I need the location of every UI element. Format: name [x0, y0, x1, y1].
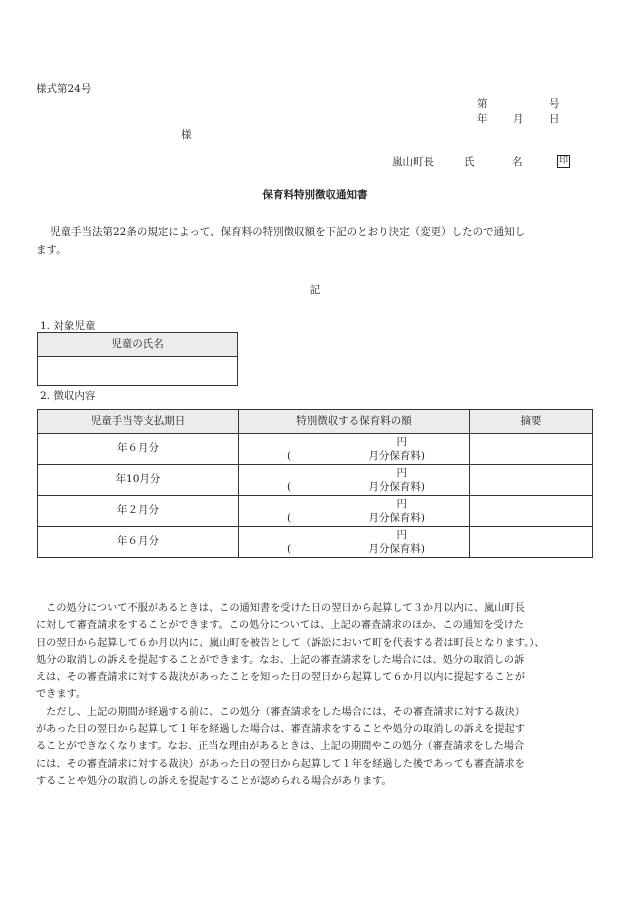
- yen-label: 円: [396, 498, 407, 510]
- table-row: [38, 465, 593, 496]
- paren-open: (: [287, 512, 292, 524]
- notice-line: ただし、上記の期間が経過する前に、この処分（審査請求をした場合には、その審査請求に対する裁決）: [36, 706, 525, 718]
- amount-cell[interactable]: [239, 465, 470, 496]
- yen-label: 円: [396, 467, 407, 479]
- intro-line-2: ます。: [36, 244, 67, 256]
- amount-cell[interactable]: [239, 496, 470, 527]
- remarks-cell[interactable]: [470, 465, 593, 496]
- yen-label: 円: [396, 529, 407, 541]
- notice-line: することや処分の取消しの訴えを提起することが認められる場合があります。: [36, 775, 392, 787]
- remarks-cell[interactable]: [470, 527, 593, 558]
- notice-line: この処分について不服があるときは、この通知書を受けた日の翌日から起算して３か月以内に、嵐山町長: [36, 603, 525, 614]
- paren-open: (: [287, 481, 292, 493]
- month-fee-label: 月分保育料): [368, 450, 425, 462]
- notice-line: できます。: [36, 689, 87, 701]
- addressee-suffix: 様: [181, 129, 192, 141]
- col-payment-date: 児童手当等支払期日: [38, 410, 239, 434]
- notice-line: があった日の翌日から起算して１年を経過した場合は、審査請求をすることや処分の取消しの訴えを提起す: [36, 724, 525, 736]
- date-month: 月: [513, 113, 524, 125]
- form-number: 様式第24号: [36, 83, 92, 95]
- document-title: 保育料特別徴収通知書: [262, 189, 368, 201]
- table-row: [38, 496, 593, 527]
- period-cell: 年２月分: [38, 496, 239, 527]
- notice-line: 日の翌日から起算して６か月以内に、嵐山町を被告として（訴訟において町を代表する者は町長となります。）、: [36, 637, 545, 649]
- seal-label: 印: [558, 156, 568, 166]
- col-amount: 特別徴収する保育料の額: [239, 410, 470, 434]
- child-table: [37, 332, 238, 386]
- col-remarks: 摘要: [470, 410, 593, 434]
- notice-line: には、その審査請求に対する裁決）があった日の翌日から起算して１年を経過した後であっても審査請求を: [36, 758, 525, 770]
- yen-label: 円: [396, 436, 407, 448]
- paren-open: (: [287, 543, 292, 555]
- name-label-2: 名: [512, 156, 523, 168]
- name-label-1: 氏: [464, 156, 475, 168]
- table-row: [38, 434, 593, 465]
- amount-cell[interactable]: [239, 527, 470, 558]
- section1-heading: 1. 対象児童: [40, 320, 96, 332]
- appeal-notice: [36, 600, 596, 790]
- collection-table: [37, 409, 593, 558]
- doc-number-suffix: 号: [549, 98, 560, 110]
- ki-label: 記: [309, 284, 321, 296]
- month-fee-label: 月分保育料): [368, 543, 425, 555]
- month-fee-label: 月分保育料): [368, 481, 425, 493]
- child-name-header: 児童の氏名: [38, 333, 238, 357]
- date-day: 日: [549, 113, 560, 125]
- seal-mark: [557, 155, 570, 169]
- notice-line: 処分の取消しの訴えを提起することができます。なお、上記の審査請求をした場合には、処分の取消しの訴: [36, 654, 525, 666]
- amount-cell[interactable]: [239, 434, 470, 465]
- notice-line: ることができなくなります。なお、正当な理由があるときは、上記の期間やこの処分（審査請求をした場合: [36, 741, 525, 753]
- remarks-cell[interactable]: [470, 434, 593, 465]
- notice-line: に対して審査請求をすることができます。この処分については、上記の審査請求のほか、この通知を受けた: [36, 620, 524, 632]
- period-cell: 年６月分: [38, 434, 239, 465]
- doc-number-prefix: 第: [477, 98, 488, 110]
- notice-line: えは、その審査請求に対する裁決があったことを知った日の翌日から起算して６か月以内に提起することが: [36, 672, 525, 684]
- intro-line-1: 児童手当法第22条の規定によって、保育料の特別徴収額を下記のとおり決定（変更）したので通知し: [50, 226, 526, 238]
- period-cell: 年６月分: [38, 527, 239, 558]
- month-fee-label: 月分保育料): [368, 512, 425, 524]
- paren-open: (: [287, 450, 292, 462]
- period-cell: 年10月分: [38, 465, 239, 496]
- issuer: 嵐山町長: [392, 156, 434, 168]
- section2-heading: 2. 徴収内容: [40, 390, 96, 402]
- table-row: [38, 527, 593, 558]
- child-name-cell[interactable]: [38, 357, 238, 386]
- remarks-cell[interactable]: [470, 496, 593, 527]
- date-year: 年: [477, 113, 488, 125]
